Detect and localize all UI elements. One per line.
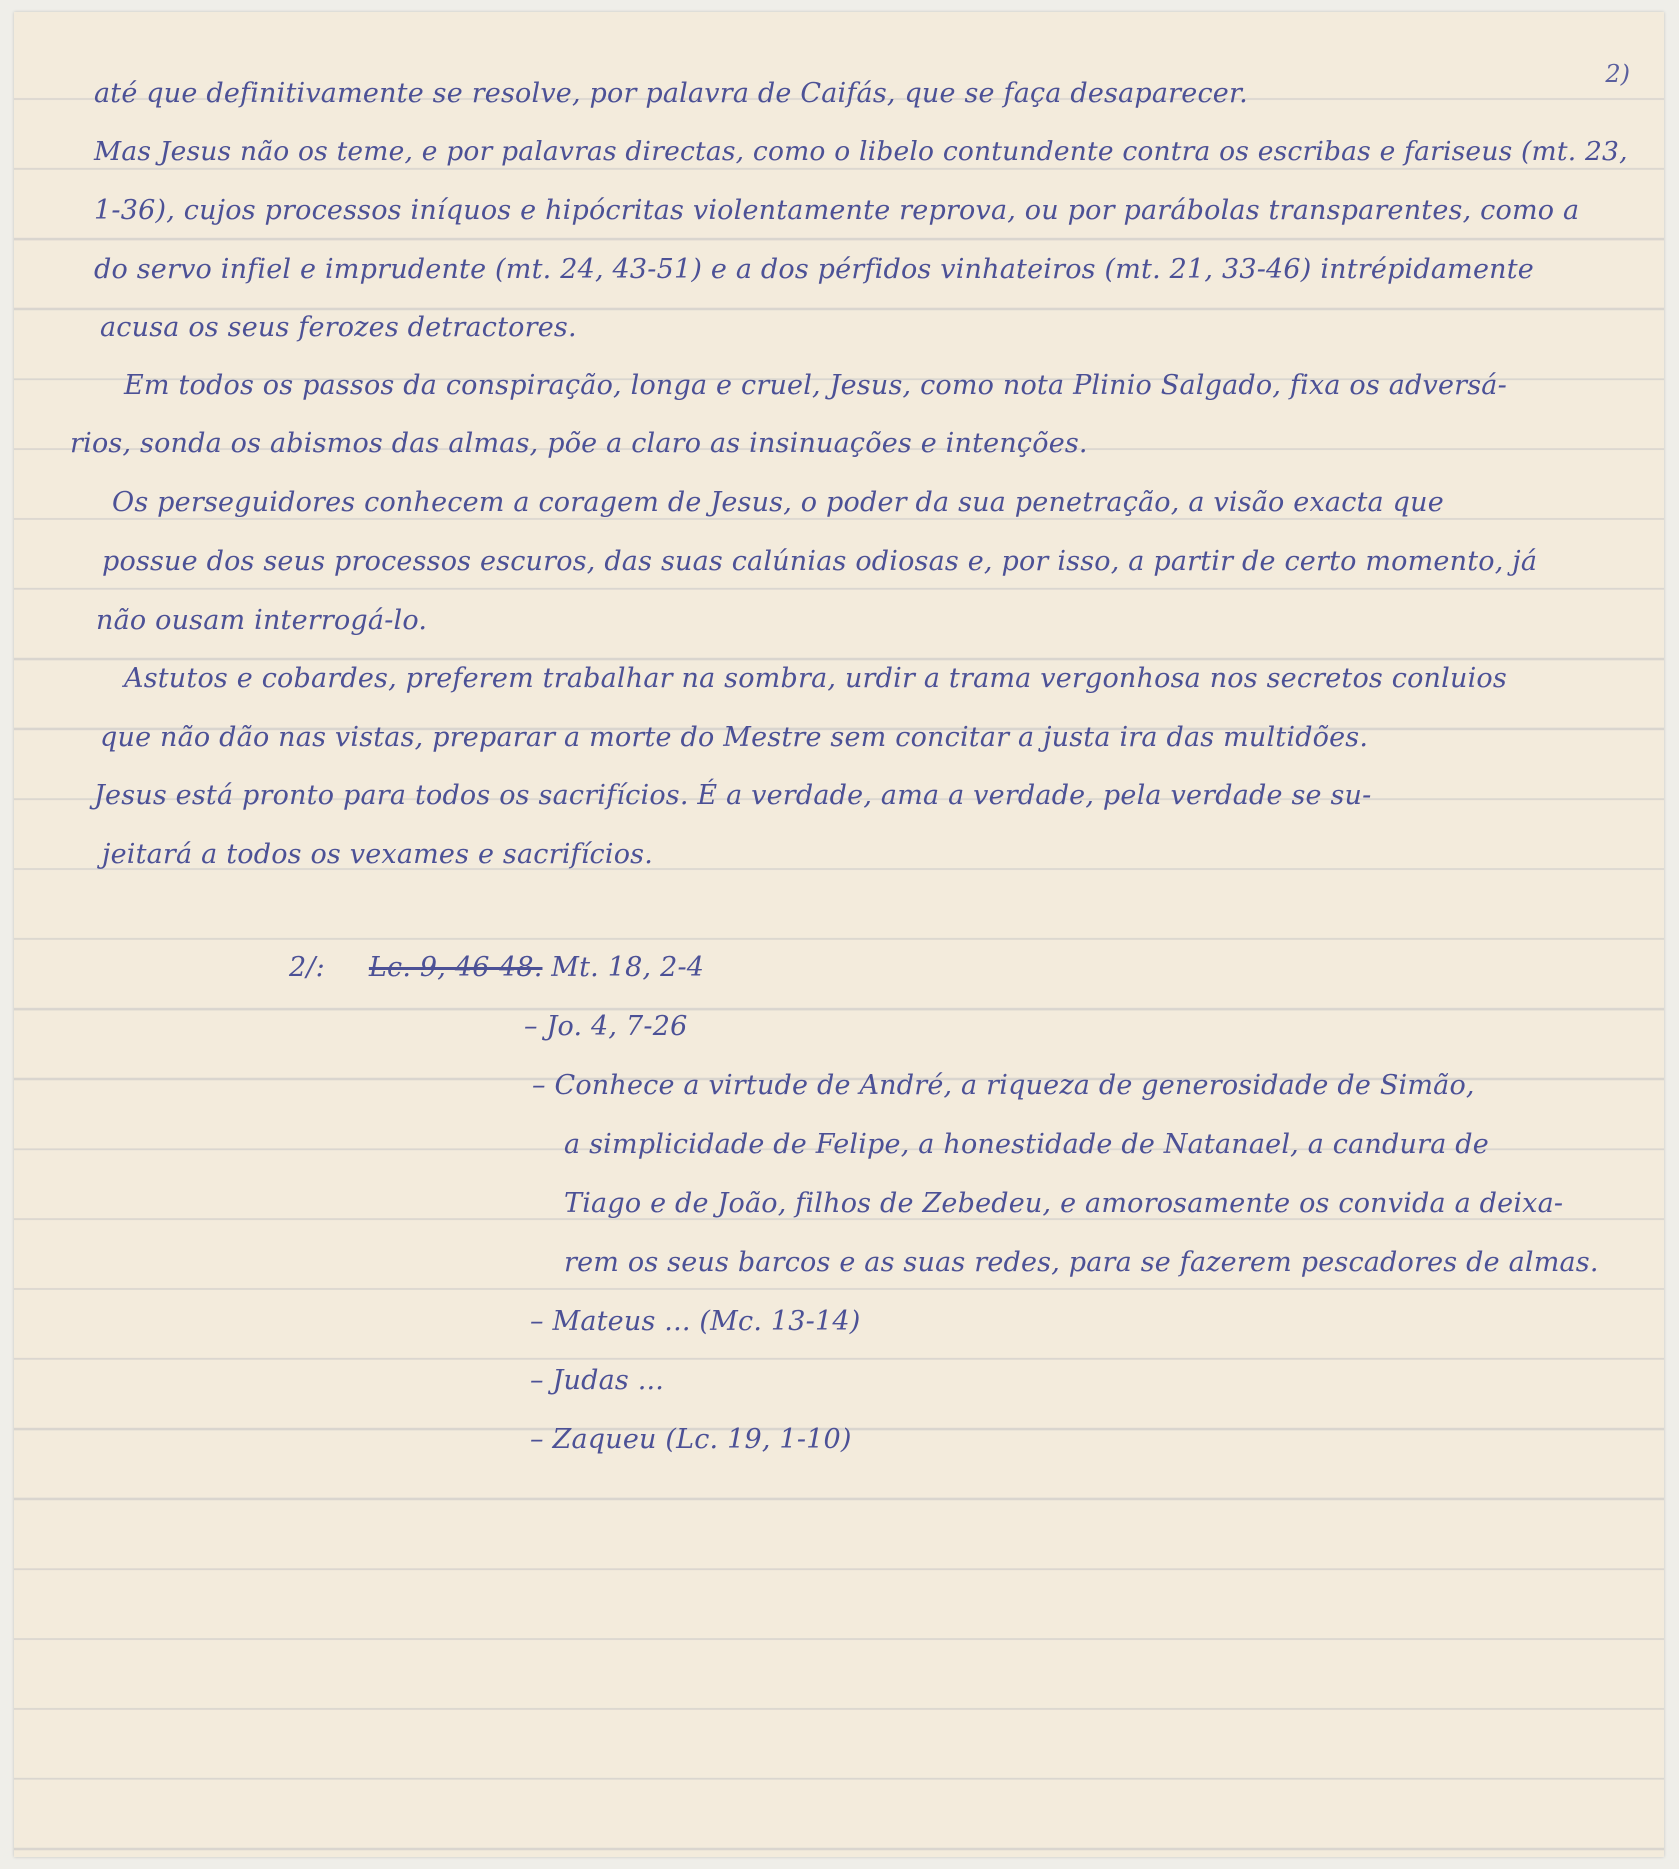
manuscript-page <box>14 12 1664 1857</box>
body-line-1: até que definitivamente se resolve, por palavra de Caifás, que se faça desaparecer. <box>94 78 1248 109</box>
body-line-9: possue dos seus processos escuros, das suas calúnias odiosas e, por isso, a partir de certo momento, já <box>102 546 1538 577</box>
body-line-2: Mas Jesus não os teme, e por palavras directas, como o libelo contundente contra os escribas e fariseus (mt. 23, <box>94 136 1628 167</box>
body-line-14: jeitará a todos os vexames e sacrifícios. <box>102 839 654 870</box>
note-item-1: – Jo. 4, 7-26 <box>524 1011 688 1042</box>
note-item-6: – Mateus ... (Mc. 13-14) <box>530 1306 861 1337</box>
page-number: 2) <box>1605 60 1630 88</box>
note-item-4: Tiago e de João, filhos de Zebedeu, e amorosamente os convida a deixa- <box>564 1188 1564 1219</box>
body-line-7: rios, sonda os abismos das almas, põe a claro as insinuações e intenções. <box>70 428 1088 459</box>
body-line-3: 1-36), cujos processos iníquos e hipócritas violentamente reprova, ou por parábolas transparentes, como a <box>94 195 1580 226</box>
first-reference: Mt. 18, 2-4 <box>551 952 705 983</box>
note-item-2: – Conhece a virtude de André, a riqueza de generosidade de Simão, <box>532 1070 1475 1101</box>
body-line-10: não ousam interrogá-lo. <box>96 605 428 636</box>
notes-marker: 2/: <box>289 952 325 983</box>
body-line-8: Os perseguidores conhecem a coragem de Jesus, o poder da sua penetração, a visão exacta que <box>112 487 1444 518</box>
body-line-4: do servo infiel e imprudente (mt. 24, 43-51) e a dos pérfidos vinhateiros (mt. 21, 33-46) intrépidamente <box>94 254 1534 285</box>
note-item-8: – Zaqueu (Lc. 19, 1-10) <box>530 1424 852 1455</box>
note-item-7: – Judas ... <box>530 1365 665 1396</box>
note-item-3: a simplicidade de Felipe, a honestidade de Natanael, a candura de <box>564 1129 1489 1160</box>
body-line-11: Astutos e cobardes, preferem trabalhar na sombra, urdir a trama vergonhosa nos secretos conluios <box>124 663 1507 694</box>
note-item-5: rem os seus barcos e as suas redes, para se fazerem pescadores de almas. <box>564 1247 1599 1278</box>
struck-reference: Lc. 9, 46-48. <box>368 952 543 983</box>
body-line-13: Jesus está pronto para todos os sacrifícios. É a verdade, ama a verdade, pela verdade se su- <box>94 780 1372 811</box>
body-line-6: Em todos os passos da conspiração, longa e cruel, Jesus, como nota Plinio Salgado, fixa os adversá- <box>124 370 1507 401</box>
body-line-5: acusa os seus ferozes detractores. <box>100 312 577 343</box>
body-line-12: que não dão nas vistas, preparar a morte do Mestre sem concitar a justa ira das multidões. <box>100 722 1369 753</box>
notes-header-line <box>289 952 704 983</box>
